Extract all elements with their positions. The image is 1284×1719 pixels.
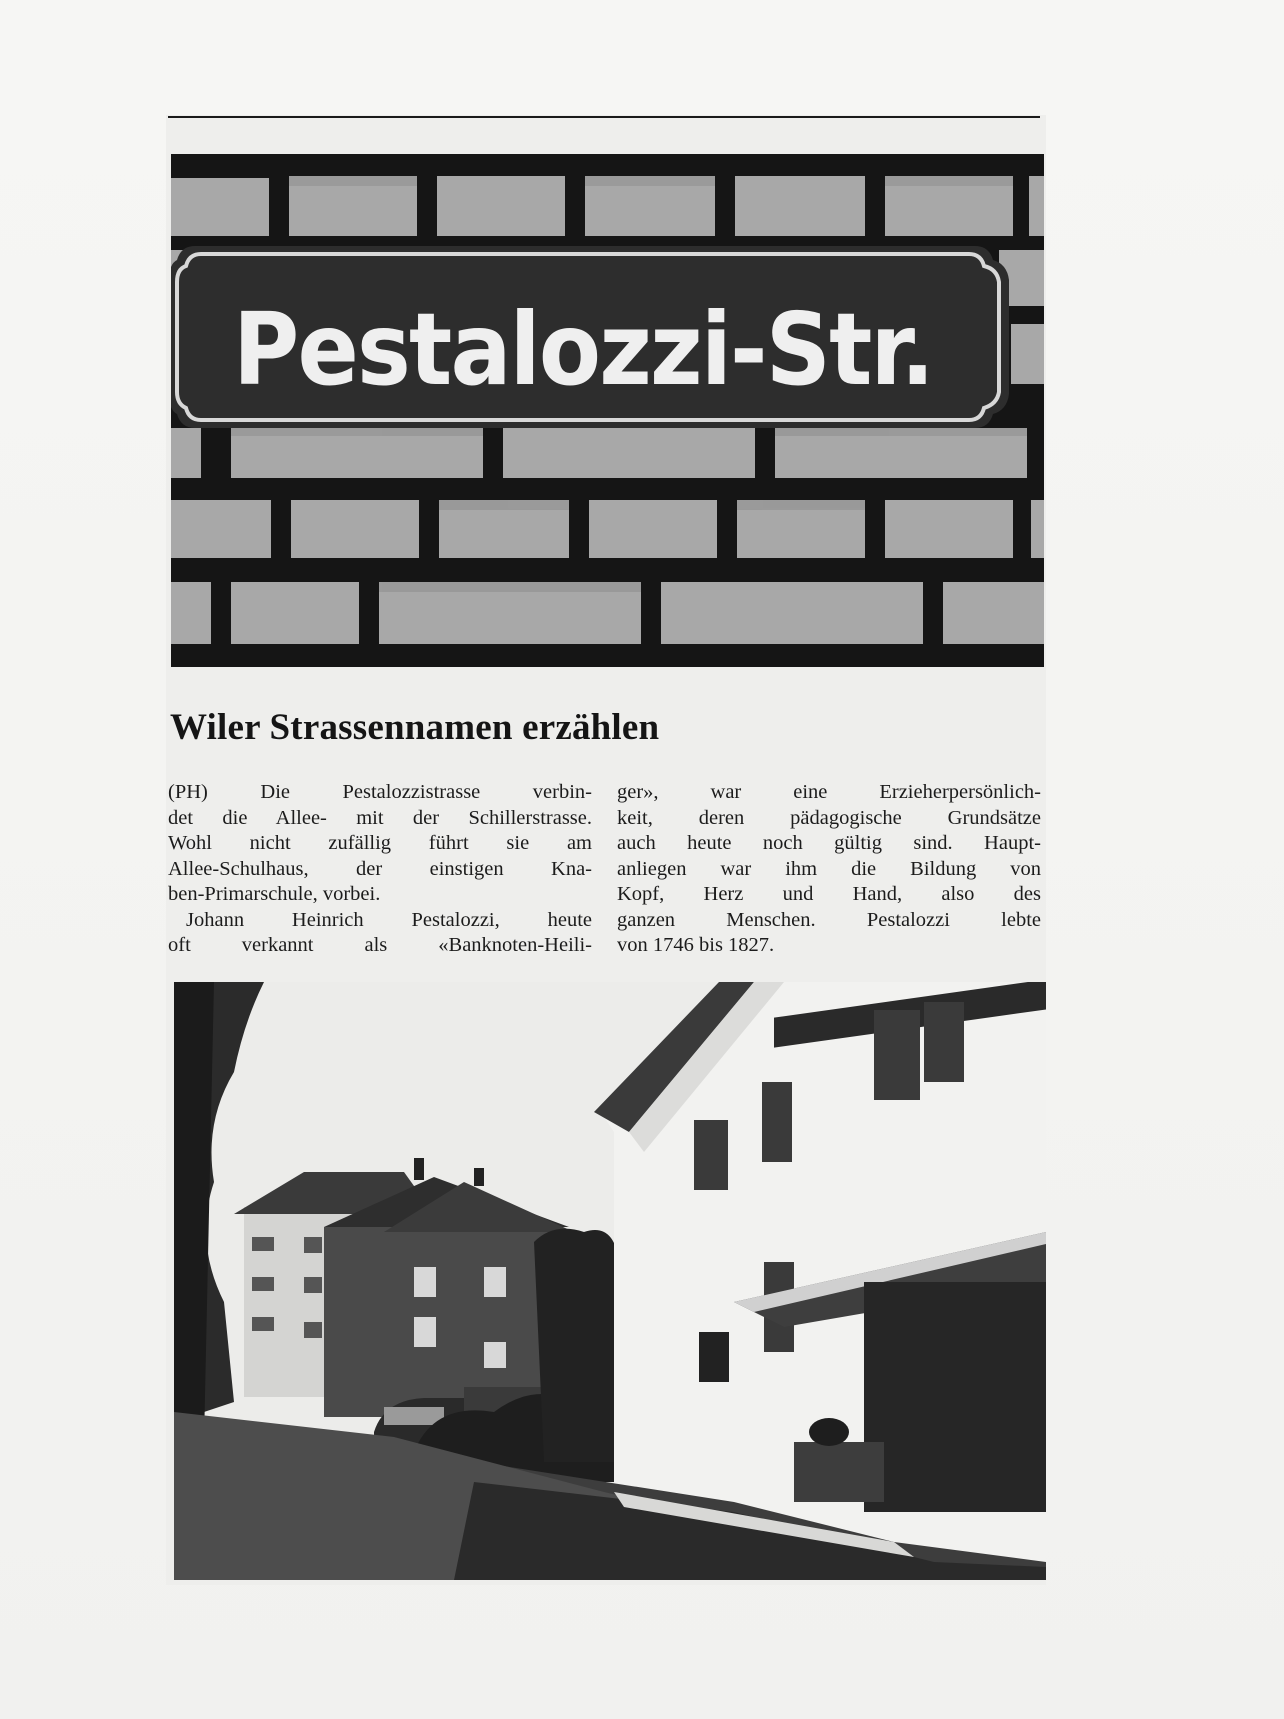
text-line: auch heute noch gültig sind. Haupt- <box>617 832 1041 854</box>
text-line: det die Allee- mit der Schillerstrasse. <box>168 806 592 829</box>
text-line: (PH) Die Pestalozzistrasse verbin- <box>168 781 592 803</box>
street-view-photo <box>174 982 1046 1580</box>
text-line: von 1746 bis 1827. <box>617 934 775 956</box>
text-line: anliegen war ihm die Bildung von <box>617 857 1041 880</box>
top-rule <box>168 116 1040 118</box>
text-line: keit, deren pädagogische Grundsätze <box>617 806 1041 829</box>
text-line: Wohl nicht zufällig führt sie am <box>168 832 592 854</box>
text-line: ger», war eine Erzieherpersönlich- <box>617 781 1041 803</box>
article-column-left <box>168 780 592 959</box>
sign-lettering: Pestalozzi-Str. <box>233 291 933 408</box>
article-column-right <box>617 780 1041 959</box>
text-line: Allee-Schulhaus, der einstigen Kna- <box>168 857 592 880</box>
text-line: Johann Heinrich Pestalozzi, heute <box>186 908 592 931</box>
text-line: ganzen Menschen. Pestalozzi lebte <box>617 908 1041 931</box>
text-line: oft verkannt als «Banknoten-Heili- <box>168 934 592 956</box>
street-sign-photo <box>171 154 1044 667</box>
article-headline: Wiler Strassennamen erzählen <box>170 707 660 748</box>
text-line: ben-Primarschule, vorbei. <box>168 883 381 905</box>
text-line: Kopf, Herz und Hand, also des <box>617 883 1041 905</box>
